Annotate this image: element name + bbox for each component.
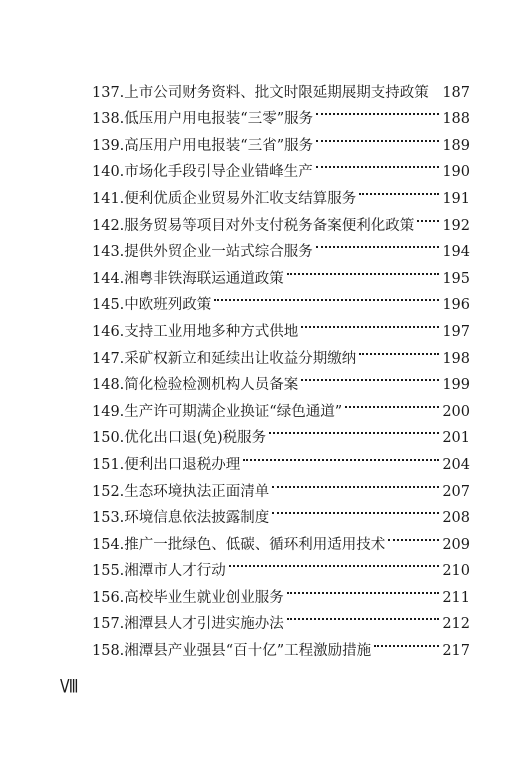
toc-entry-page: 191 [442,190,470,207]
toc-entry-number: 155. [92,563,125,580]
toc-entry-page: 208 [442,510,470,527]
toc-leader-dots [374,628,439,655]
toc-entry-page: 204 [442,456,470,473]
toc-entry-number: 150. [92,430,125,447]
toc-entry-title: 高压用户用电报装“三省”服务 [124,137,314,154]
toc-entry-number: 140. [92,164,125,181]
toc-leader-dots [316,230,440,257]
toc-leader-dots [287,575,440,602]
toc-entry-title: 采矿权新立和延续出让收益分期缴纳 [124,350,357,367]
toc-entry-page: 187 [442,84,470,101]
toc-entry-page: 189 [442,137,470,154]
toc-entry-number: 147. [92,350,125,367]
toc-leader-dots [301,363,439,390]
toc-leader-dots [345,389,439,416]
toc-entry-page: 192 [442,217,470,234]
toc-entry-number: 153. [92,510,125,527]
toc-entry-page: 207 [442,483,470,500]
toc-entry-number: 144. [92,270,125,287]
toc-leader-dots [359,176,439,203]
toc-entry-number: 138. [92,111,125,128]
toc-entry-number: 149. [92,403,125,420]
toc-entry-page: 198 [442,350,470,367]
toc-leader-dots [316,150,440,177]
toc-entry-page: 200 [442,403,470,420]
toc-entry-title: 生产许可期满企业换证“绿色通道” [124,403,343,420]
toc-entry-title: 简化检验检测机构人员备案 [124,377,299,394]
toc-entry-number: 141. [92,190,125,207]
toc-entry-title: 优化出口退(免)税服务 [124,430,267,447]
toc-entry-number: 154. [92,536,125,553]
toc-leader-dots [316,97,439,124]
toc-entry-number: 156. [92,589,125,606]
toc-entry-title: 便利出口退税办理 [124,456,241,473]
toc-entry-page: 217 [442,643,470,660]
toc-entry-title: 支持工业用地多种方式供地 [124,323,299,340]
toc-leader-dots [287,256,440,283]
toc-entry-title: 推广一批绿色、低碳、循环利用适用技术 [124,536,386,553]
toc-entry-number: 137. [92,84,125,101]
toc-entry-number: 143. [92,244,125,261]
toc-entry-page: 196 [442,297,470,314]
toc-entry-page: 188 [442,111,470,128]
toc-entry-page: 212 [442,616,470,633]
toc-entry-title: 市场化手段引导企业错峰生产 [124,164,313,181]
toc-entry-title: 便利优质企业贸易外汇收支结算服务 [124,190,357,207]
toc-entry-title: 湘潭县产业强县“百十亿”工程激励措施 [124,643,372,660]
toc-entry-title: 服务贸易等项目对外支付税务备案便利化政策 [124,217,415,234]
toc-entry-title: 高校毕业生就业创业服务 [124,589,284,606]
toc-entry[interactable] [92,70,470,101]
toc-entry-page: 209 [442,536,470,553]
toc-entry-number: 157. [92,616,125,633]
toc-entry-number: 146. [92,323,125,340]
toc-entry-title: 中欧班列政策 [124,297,212,314]
toc-entry-page: 194 [442,244,470,261]
toc-leader-dots [269,416,439,443]
toc-leader-dots [229,549,440,576]
toc-leader-dots [272,496,439,523]
toc-entry-page: 199 [442,377,470,394]
toc-entry-title: 环境信息依法披露制度 [124,510,270,527]
toc-leader-dots [301,309,439,336]
toc-entry-number: 158. [92,643,125,660]
toc-entry-title: 低压用户用电报装“三零”服务 [124,111,314,128]
toc-entry-page: 195 [442,270,470,287]
toc-entry-page: 197 [442,323,470,340]
toc-entry-number: 142. [92,217,125,234]
toc-leader-dots [272,469,439,496]
toc-entry-number: 139. [92,137,125,154]
toc-entry-title: 生态环境执法正面清单 [124,483,270,500]
toc-entry-number: 148. [92,377,125,394]
toc-entry-title: 提供外贸企业一站式综合服务 [124,244,313,261]
toc-entry-title: 湘粤非铁海联运通道政策 [124,270,284,287]
toc-leader-dots [417,203,439,230]
toc-entry-number: 145. [92,297,125,314]
toc-entry-page: 201 [442,430,470,447]
toc-leader-dots [316,123,439,150]
toc-entry-number: 151. [92,456,125,473]
toc-leader-dots [359,336,439,363]
toc-leader-dots [388,522,439,549]
toc-entry-number: 152. [92,483,125,500]
page-number-footer: Ⅷ [60,677,78,698]
toc-leader-dots [214,283,439,310]
toc-entry-page: 211 [442,589,470,606]
toc-entry-title: 上市公司财务资料、批文时限延期展期支持政策 [124,84,429,101]
toc-leader-dots [243,442,439,469]
toc-entry-page: 210 [442,563,470,580]
toc-leader-dots [287,602,440,629]
toc-entry-title: 湘潭市人才行动 [124,563,226,580]
toc-entry-title: 湘潭县人才引进实施办法 [124,616,284,633]
toc-entry-page: 190 [442,164,470,181]
table-of-contents [92,70,470,660]
